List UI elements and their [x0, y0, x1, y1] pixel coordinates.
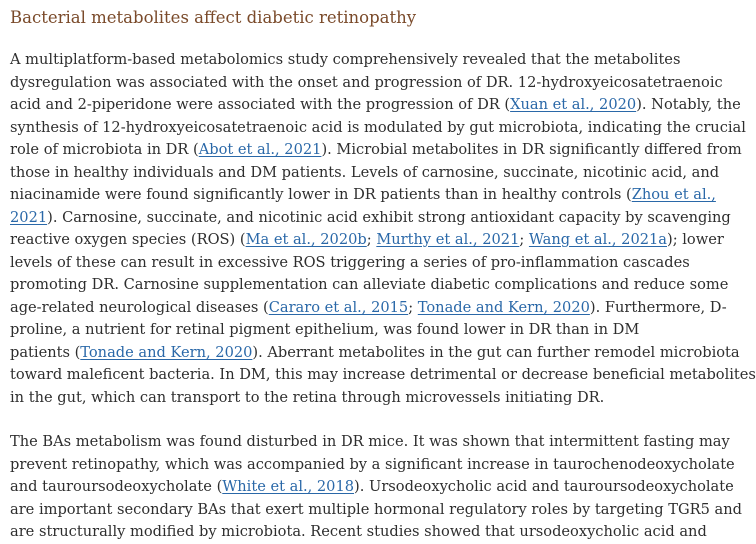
- citation-link-white-2018[interactable]: White et al., 2018: [222, 478, 355, 495]
- separator: ;: [366, 231, 377, 248]
- citation-link-murthy-2021[interactable]: Murthy et al., 2021: [376, 231, 520, 248]
- text-line: [10, 297, 727, 320]
- text-line: [10, 229, 724, 252]
- line-text: ). Furthermore, D-: [589, 298, 727, 316]
- line-text: The BAs metabolism was found disturbed in DR mice. It was shown that intermittent fasting may: [10, 433, 730, 450]
- text-line: [10, 252, 690, 275]
- citation-link-ma-2020b[interactable]: Ma et al., 2020b: [245, 231, 367, 248]
- line-text: ). Ursodeoxycholic acid and tauroursodeoxycholate: [354, 478, 734, 495]
- line-text: ). Notably, the: [636, 96, 741, 113]
- line-text: ); lower: [667, 231, 724, 248]
- citation-link-tonade-kern-2020-b[interactable]: Tonade and Kern, 2020: [80, 343, 253, 361]
- separator: ;: [408, 298, 418, 316]
- line-text: those in healthy individuals and DM patients. Levels of carnosine, succinate, nicotinic acid, and: [10, 163, 720, 181]
- text-line: [10, 342, 740, 365]
- text-line: [10, 49, 681, 72]
- citation-link-tonade-kern-2020[interactable]: Tonade and Kern, 2020: [417, 298, 590, 316]
- text-line: [10, 139, 742, 162]
- text-line: [10, 431, 730, 454]
- line-text: are structurally modified by microbiota. Recent studies showed that ursodeoxycholic acid and: [10, 523, 707, 540]
- text-line: [10, 387, 670, 410]
- paragraph-bile-acids: [10, 431, 743, 544]
- text-line: [10, 499, 743, 522]
- text-line: [10, 476, 734, 499]
- text-line: [10, 207, 731, 230]
- text-line: [10, 94, 741, 117]
- text-line: [10, 162, 720, 185]
- citation-link-abot-2021[interactable]: Abot et al., 2021: [198, 141, 322, 158]
- citation-link-cararo-2015[interactable]: Cararo et al., 2015: [268, 298, 409, 316]
- line-text: promoting DR. Carnosine supplementation can alleviate diabetic complications and reduce some: [10, 276, 729, 293]
- line-text: patients (: [10, 343, 81, 361]
- line-text: are important secondary BAs that exert multiple hormonal regulatory roles by targeting TGR5 and: [10, 500, 743, 518]
- citation-link-zhou-2021-cont[interactable]: 2021: [10, 208, 48, 226]
- line-text: role of microbiota in DR (: [10, 141, 199, 158]
- line-text: ). Aberrant metabolites in the gut can further remodel microbiota: [252, 343, 740, 361]
- line-text: dysregulation was associated with the onset and progression of DR. 12-hydroxyeicosatetraenoic: [10, 73, 723, 91]
- text-line: [10, 454, 735, 477]
- separator: ;: [519, 231, 529, 248]
- text-line: [10, 72, 723, 95]
- citation-link-xuan-2020[interactable]: Xuan et al., 2020: [510, 96, 637, 113]
- line-text: ). Microbial metabolites in DR significantly differed from: [321, 141, 742, 158]
- line-text: prevent retinopathy, which was accompanied by a significant increase in taurochenodeoxycholate: [10, 455, 735, 473]
- line-text: age-related neurological diseases (: [10, 298, 269, 316]
- line-text: ). Carnosine, succinate, and nicotinic acid exhibit strong antioxidant capacity by scavenging: [47, 208, 731, 226]
- section-heading: Bacterial metabolites affect diabetic retinopathy: [10, 8, 417, 27]
- line-text: reactive oxygen species (ROS) (: [10, 231, 246, 248]
- citation-link-zhou-2021[interactable]: Zhou et al.,: [631, 186, 716, 203]
- text-line: [10, 117, 746, 140]
- text-line: [10, 521, 707, 544]
- line-text: A multiplatform-based metabolomics study comprehensively revealed that the metabolites: [10, 51, 681, 68]
- line-text: proline, a nutrient for retinal pigment epithelium, was found lower in DR than in DM: [10, 321, 640, 338]
- line-text: niacinamide were found significantly lower in DR patients than in healthy controls (: [10, 186, 632, 203]
- article-page: [10, 0, 756, 544]
- line-text: and tauroursodeoxycholate (: [10, 478, 223, 495]
- line-text: acid and 2-piperidone were associated with the progression of DR (: [10, 96, 511, 113]
- paragraph-metabolites: [10, 49, 756, 409]
- citation-link-wang-2021a[interactable]: Wang et al., 2021a: [528, 231, 667, 248]
- text-line: [10, 274, 729, 297]
- text-line: [10, 319, 670, 342]
- text-line: [10, 364, 756, 387]
- text-line: [10, 184, 716, 207]
- line-text: levels of these can result in excessive ROS triggering a series of pro-inflammation cascades: [10, 253, 690, 271]
- line-text: synthesis of 12-hydroxyeicosatetraenoic acid is modulated by gut microbiota, indicating the crucial: [10, 118, 746, 136]
- line-text: toward maleficent bacteria. In DM, this may increase detrimental or decrease beneficial metabolites: [10, 366, 756, 383]
- line-text: in the gut, which can transport to the retina through microvessels initiating DR.: [10, 388, 605, 406]
